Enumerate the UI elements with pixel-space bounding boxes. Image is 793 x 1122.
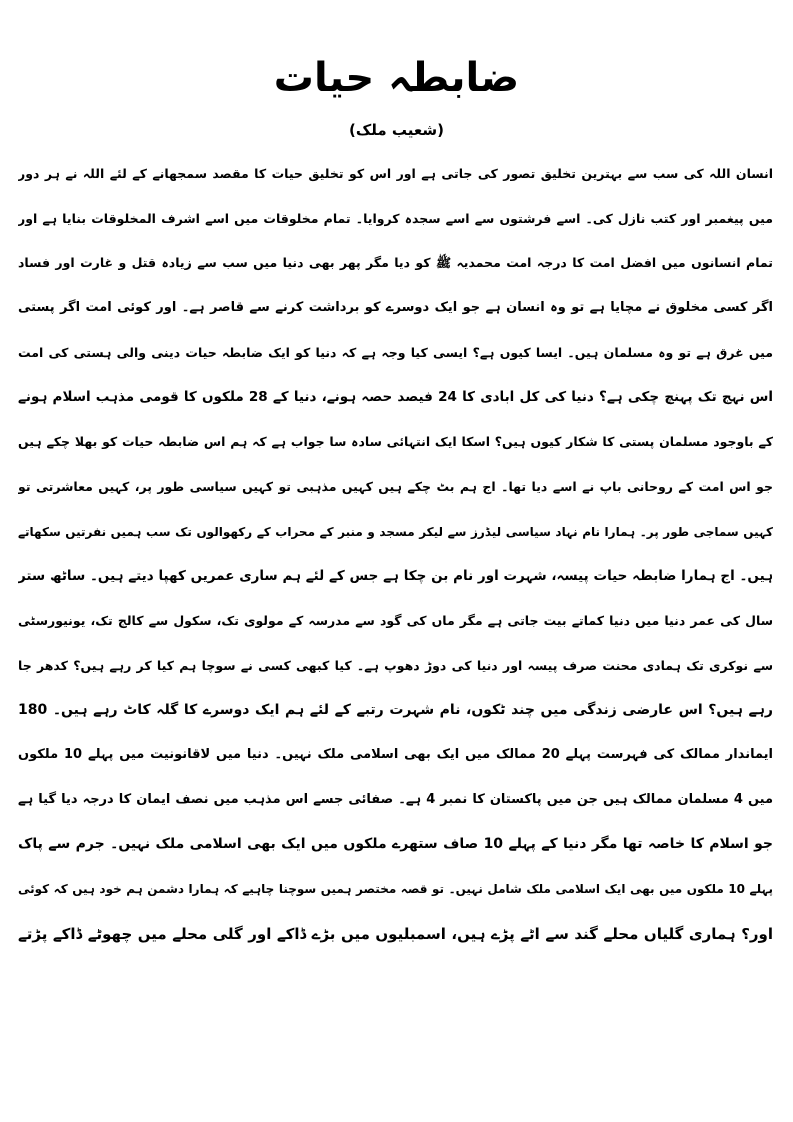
body-line-10: ہیں۔ اج ہمارا ضابطہ حیات پیسہ، شہرت اور نام بن چکا ہے جس کے لئے ہم ساری عمریں کھپا دیتے ہیں۔ ساٹھ ستر <box>18 568 773 585</box>
author-byline: (شعیب ملک) <box>349 121 444 139</box>
body-line-9: کہیں سماجی طور پر۔ ہمارا نام نہاد سیاسی لیڈرز سے لیکر مسجد و منبر کے محراب کے رکھوالوں تک سب ہمیں نفرتیں سکھاتے <box>18 524 773 539</box>
article-body <box>18 152 773 956</box>
body-line-5: میں غرق ہے تو وہ مسلمان ہیں۔ ایسا کیوں ہے؟ ایسی کیا وجہ ہے کہ دنیا کو ایک ضابطہ حیات دینی والی ہستی کی امت <box>18 344 773 360</box>
document-title: ضابطہ حیات <box>273 55 520 101</box>
body-line-16: جو اسلام کا خاصہ تھا مگر دنیا کے پہلے 10 صاف ستھرے ملکوں میں ایک بھی اسلامی ملک نہیں۔ جرم سے پاک <box>18 836 773 853</box>
body-line-8: جو اس امت کے روحانی باپ نے اسے دیا تھا۔ اج ہم بٹ چکے ہیں کہیں مذہبی تو کہیں سیاسی طور پر، کہیں معاشرتی تو <box>18 478 773 494</box>
body-line-14: ایماندار ممالک کی فہرست پہلے 20 ممالک میں ایک بھی اسلامی ملک نہیں۔ دنیا میں لاقانونیت میں پہلے 10 ملکوں <box>18 746 773 762</box>
body-line-4: اگر کسی مخلوق نے مچایا ہے تو وہ انسان ہے جو ایک دوسرے کو برداشت کرنے سے قاصر ہے۔ اور کوئی امت اگر پستی <box>18 300 773 316</box>
body-line-13: رہے ہیں؟ اس عارضی زندگی میں چند ٹکوں، نام شہرت رتبے کے لئے ہم ایک دوسرے کا گلہ کاٹ رہے ہیں۔ 180 <box>18 702 773 719</box>
body-line-15: میں 4 مسلمان ممالک ہیں جن میں پاکستان کا نمبر 4 ہے۔ صفائی جسے اس مذہب میں نصف ایمان کا درجہ دیا گیا ہے <box>18 791 773 807</box>
body-line-7: کے باوجود مسلمان پستی کا شکار کیوں ہیں؟ اسکا ایک انتہائی سادہ سا جواب ہے کہ ہم اس ضابطہ حیات کو بھلا چکے ہیں <box>18 434 773 450</box>
body-line-6: اس نہج تک پہنچ چکی ہے؟ دنیا کی کل ابادی کا 24 فیصد حصہ ہونے، دنیا کے 28 ملکوں کا قومی مذہب اسلام ہونے <box>18 389 773 406</box>
body-line-1: انسان اللہ کی سب سے بہترین تخلیق تصور کی جاتی ہے اور اس کو تخلیق حیات کا مقصد سمجھانے کے لئے اللہ نے ہر دور <box>18 166 773 181</box>
body-line-17: پہلے 10 ملکوں میں بھی ایک اسلامی ملک شامل نہیں۔ تو قصہ مختصر ہمیں سوچنا چاہیے کہ ہمارا دشمن ہم خود ہیں کہ کوئی <box>18 882 773 896</box>
body-line-2: میں پیغمبر اور کتب نازل کی۔ اسے فرشتوں سے اسے سجدہ کروایا۔ تمام مخلوقات میں اسے اشرف المخلوقات بنایا ہے اور <box>18 210 773 226</box>
body-line-11: سال کی عمر دنیا میں دنیا کماتے بیت جاتی ہے مگر ماں کی گود سے مدرسہ کے مولوی تک، سکول سے کالج تک، یونیورسٹی <box>18 612 773 628</box>
body-line-3: تمام انسانوں میں افضل امت کا درجہ امت محمدیہ ﷺ کو دیا مگر پھر بھی دنیا میں سب سے زیادہ قتل و غارت اور فساد <box>18 255 773 271</box>
body-line-18: اور؟ ہماری گلیاں محلے گند سے اٹے پڑے ہیں، اسمبلیوں میں بڑے ڈاکے اور گلی محلے میں چھوٹے ڈاکے پڑتے <box>18 924 773 943</box>
body-line-12: سے نوکری تک ہمادی محنت صرف پیسہ اور دنیا کی دوڑ دھوپ ہے۔ کیا کبھی کسی نے سوچا ہم کیا کر رہے ہیں؟ کدھر جا <box>18 657 773 673</box>
